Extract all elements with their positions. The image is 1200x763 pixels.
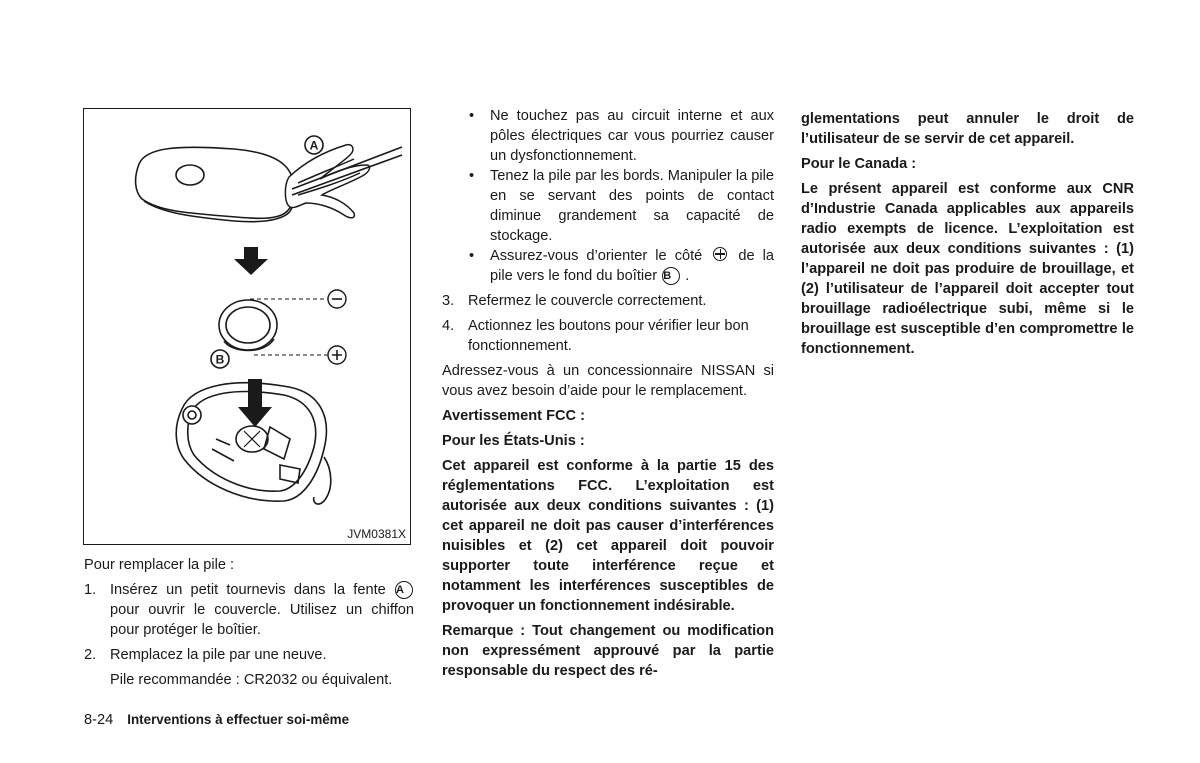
bullet-text: de la pile vers le fond du boîtier — [490, 248, 774, 284]
canada-heading: Pour le Canada : — [801, 156, 917, 172]
bullet-text: Tenez la pile par les bords. Manipuler la pile en se servant des points de contact diminue grandement sa capacité de stockage. — [490, 168, 774, 244]
bullet-text: Ne touchez pas au circuit interne et aux pôles électriques car vous pourriez causer un dysfonctionnement. — [490, 108, 774, 164]
us-heading: Pour les États-Unis : — [442, 433, 585, 449]
dealer-note: Adressez-vous à un concessionnaire NISSAN si vous avez besoin d’aide pour le remplacement. — [442, 363, 774, 399]
bullet-text: Assurez-vous d’orienter le côté — [490, 248, 703, 264]
key-fob-shell — [136, 147, 294, 221]
down-arrow-icon — [234, 247, 268, 275]
us-compliance-text: Cet appareil est conforme à la partie 15 des réglementations FCC. L’exploitation est autorisée aux deux conditions suivantes : (1) cet appareil ne doit pas causer d’interférences nuisibles et (2) cet appareil doit pouvoir supporter toute interférence reçue et notamment les interférences susceptibles de provoquer un fonctionnement indésirable. — [442, 458, 774, 614]
bullet-item — [442, 106, 774, 166]
fcc-heading: Avertissement FCC : — [442, 408, 586, 424]
key-fob-illustration — [84, 109, 412, 546]
step-number: 3. — [442, 293, 455, 309]
svg-text:B: B — [215, 352, 225, 367]
negative-terminal-icon — [328, 290, 346, 308]
canada-compliance-text: Le présent appareil est conforme aux CNR d’Industrie Canada applicables aux appareils radio exempts de licence. L’exploitation est autorisée aux deux conditions suivantes : (1) l’appareil ne doit pas produire de brouillage, et (2) l’utilisateur de l’appareil doit accepter tout brouillage radioélectrique subi, même si le brouillage est susceptible d’en compromettre le fonctionnement. — [801, 181, 1134, 357]
step-text: Actionnez les boutons pour vérifier leur bon fonctionnement. — [468, 318, 749, 354]
page-footer — [84, 710, 349, 730]
bullet-icon: • — [469, 248, 475, 264]
column-3 — [801, 109, 1134, 359]
bullet-icon: • — [469, 108, 475, 124]
battery-replacement-figure — [83, 108, 411, 545]
svg-text:A: A — [309, 138, 319, 153]
callout-b — [211, 350, 229, 368]
step-text: Insérez un petit tournevis dans la fente — [110, 582, 386, 598]
step-number: 2. — [84, 647, 97, 663]
step-text: pour ouvrir le couvercle. Utilisez un chiffon pour protéger le boîtier. — [110, 602, 414, 638]
step-text: Remplacez la pile par une neuve. — [110, 647, 327, 663]
remark-continuation: glementations peut annuler le droit de l’utilisateur de se servir de cet appareil. — [801, 111, 1134, 147]
figure-code: JVM0381X — [347, 527, 406, 541]
bullet-icon: • — [469, 168, 475, 184]
plus-side-icon — [713, 247, 727, 261]
bullet-item — [442, 246, 774, 286]
section-title: Interventions à effectuer soi-même — [127, 712, 350, 727]
step-4 — [442, 316, 774, 356]
step-number: 4. — [442, 318, 455, 334]
callout-b-icon: B — [662, 267, 680, 285]
cloth-icon — [285, 145, 369, 218]
callout-a-icon: A — [395, 581, 413, 599]
page-number: 8-24 — [84, 712, 114, 728]
step-1 — [84, 580, 414, 640]
bullet-item — [442, 166, 774, 246]
callout-a — [305, 136, 323, 154]
column-2 — [442, 106, 774, 681]
battery-note: Pile recommandée : CR2032 ou équivalent. — [110, 672, 393, 688]
bullet-text: . — [685, 268, 690, 284]
column-1 — [84, 555, 414, 690]
step-number: 1. — [84, 582, 97, 598]
step-3 — [442, 291, 774, 311]
positive-terminal-icon — [328, 346, 346, 364]
coin-battery — [219, 300, 277, 351]
remark-text: Remarque : Tout changement ou modification non expressément approuvé par la partie responsable du respect des ré- — [442, 623, 774, 679]
step-2 — [84, 645, 414, 665]
step-text: Refermez le couvercle correctement. — [468, 293, 707, 309]
intro-text: Pour remplacer la pile : — [84, 557, 235, 573]
